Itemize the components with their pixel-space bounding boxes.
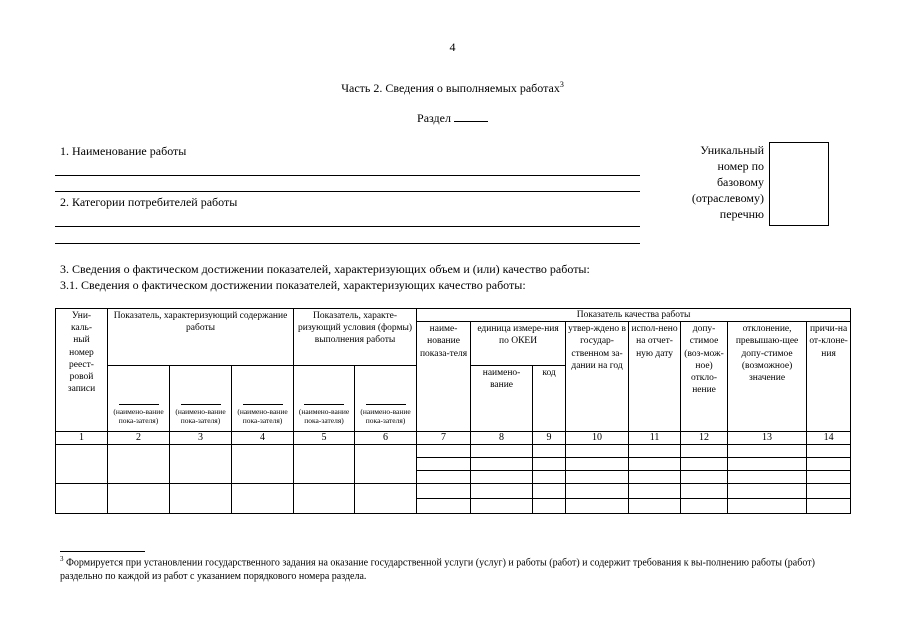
data-cell[interactable] [417,471,471,484]
data-cell[interactable] [629,499,681,514]
header-approved: утвер-ждено в государ-ственном за-дании на год [566,322,629,432]
header-unique-line: ровой [69,372,94,383]
data-cell[interactable] [471,484,533,499]
indicator-name-caption: (наимено-вание пока-зателя) [298,407,350,425]
data-cell[interactable] [108,484,170,514]
item-3-1-label: 3.1. Сведения о фактическом достижении показателей, характеризующих качество работы: [60,278,526,292]
column-number: 5 [294,432,355,445]
data-cell[interactable] [108,445,170,484]
data-cell[interactable] [566,499,629,514]
header-content-name-1 [108,366,170,432]
header-content-name-3 [232,366,294,432]
data-cell[interactable] [629,445,681,458]
data-cell[interactable] [471,458,533,471]
header-okei-code: код [533,366,566,432]
column-number: 8 [471,432,533,445]
header-condition-indicator: Показатель, характе-ризующий условия (формы) выполнения работы [294,309,417,366]
unique-number-label-line: номер по [717,159,764,173]
data-cell[interactable] [294,484,355,514]
data-cell[interactable] [681,458,728,471]
column-number: 2 [108,432,170,445]
blank-line[interactable] [119,404,159,405]
data-cell[interactable] [681,445,728,458]
header-content-name-2 [170,366,232,432]
column-number: 12 [681,432,728,445]
header-allowed-deviation: допу-стимое (воз-мож-ное) откло-нение [681,322,728,432]
footnote [60,552,850,584]
indicator-name-caption: (наимено-вание пока-зателя) [360,407,411,425]
header-unique-line: каль- [70,323,92,334]
header-executed: испол-нено на отчет-ную дату [629,322,681,432]
data-cell[interactable] [56,445,108,484]
data-cell[interactable] [170,484,232,514]
data-cell[interactable] [681,471,728,484]
data-cell[interactable] [294,445,355,484]
header-unique-line: реест- [69,359,94,370]
data-cell[interactable] [355,445,417,484]
unique-number-label-line: перечню [719,207,764,221]
data-cell[interactable] [232,445,294,484]
header-content-indicator: Показатель, характеризующий содержание работы [108,309,294,366]
data-cell[interactable] [807,484,851,499]
blank-line[interactable] [181,404,221,405]
data-cell[interactable] [417,445,471,458]
blank-line[interactable] [304,404,344,405]
part-title-text: Часть 2. Сведения о выполняемых работах [341,81,560,95]
data-cell[interactable] [417,458,471,471]
unique-number-label-line: Уникальный [700,143,764,157]
header-okei-unit: единица измере-ния по ОКЕИ [471,322,566,366]
header-deviation-reason: причи-на от-клоне-ния [807,322,851,432]
header-unique-line: номер [69,347,94,358]
footnote-mark: 3 [60,555,64,563]
column-number: 10 [566,432,629,445]
header-okei-name: наимено-вание [471,366,533,432]
data-cell[interactable] [533,471,566,484]
data-cell[interactable] [471,471,533,484]
data-cell[interactable] [629,484,681,499]
consumer-categories-label: 2. Категории потребителей работы [60,195,238,209]
data-cell[interactable] [728,458,807,471]
data-cell[interactable] [728,471,807,484]
column-number: 13 [728,432,807,445]
data-cell[interactable] [232,484,294,514]
header-unique-line: ный [73,335,90,346]
data-cell[interactable] [807,458,851,471]
data-cell[interactable] [807,499,851,514]
data-cell[interactable] [681,499,728,514]
data-cell[interactable] [629,458,681,471]
data-cell[interactable] [807,445,851,458]
unique-number-label [660,142,764,222]
consumer-categories-line-2[interactable] [55,243,640,244]
section-heading [0,111,905,126]
column-number: 3 [170,432,232,445]
work-name-label: 1. Наименование работы [60,144,187,158]
data-cell[interactable] [566,445,629,458]
data-cell[interactable] [417,499,471,514]
blank-line[interactable] [243,404,283,405]
column-number: 14 [807,432,851,445]
header-excess-deviation: отклонение, превышаю-щее допу-стимое (возможное) значение [728,322,807,432]
data-cell[interactable] [566,471,629,484]
data-cell[interactable] [728,445,807,458]
section-label: Раздел [417,111,451,125]
indicator-name-caption: (наимено-вание пока-зателя) [237,407,288,425]
work-name-line-2[interactable] [55,191,640,192]
data-cell[interactable] [417,484,471,499]
data-cell[interactable] [471,499,533,514]
header-condition-name-1 [294,366,355,432]
data-cell[interactable] [533,499,566,514]
header-unique-number [56,309,108,432]
data-cell[interactable] [681,484,728,499]
unique-number-box[interactable] [769,142,829,226]
header-condition-name-2 [355,366,417,432]
item-3-label: 3. Сведения о фактическом достижении показателей, характеризующих объем и (или) качество работы: [60,262,590,276]
unique-number-label-line: (отраслевому) [691,191,764,205]
work-name-line-1[interactable] [55,175,640,176]
indicator-name-caption: (наимено-вание пока-зателя) [175,407,226,425]
data-cell[interactable] [728,499,807,514]
data-cell[interactable] [533,458,566,471]
data-cell[interactable] [56,484,108,514]
data-cell[interactable] [533,445,566,458]
data-cell[interactable] [566,484,629,499]
column-number: 4 [232,432,294,445]
quality-table [55,308,851,514]
column-number: 7 [417,432,471,445]
column-number: 9 [533,432,566,445]
consumer-categories-line-1[interactable] [55,226,640,227]
data-cell[interactable] [471,445,533,458]
column-number: 1 [56,432,108,445]
column-number: 11 [629,432,681,445]
data-cell[interactable] [533,484,566,499]
data-cell[interactable] [566,458,629,471]
section-number-blank[interactable] [454,111,488,122]
page-number: 4 [449,40,456,54]
header-unique-line: записи [67,384,96,395]
data-cell[interactable] [807,471,851,484]
header-unique-line: Уни- [71,311,92,321]
blank-line[interactable] [366,404,406,405]
header-quality-indicator: Показатель качества работы [417,309,851,322]
data-cell[interactable] [170,445,232,484]
part-title [0,80,905,96]
title-footnote-mark: 3 [559,80,564,89]
indicator-name-caption: (наимено-вание пока-зателя) [113,407,164,425]
footnote-text: Формируется при установлении государственного задания на оказание государственной услуги (услуг) и работы (работ) и содержит требования к вы-полнению работы (работ) раздельно по каждой из работ с указанием порядкового номера раздела. [60,557,815,583]
unique-number-label-line: базовому [716,175,764,189]
data-cell[interactable] [355,484,417,514]
data-cell[interactable] [728,484,807,499]
data-cell[interactable] [629,471,681,484]
column-number: 6 [355,432,417,445]
header-indicator-name: наиме-нование показа-теля [417,322,471,432]
